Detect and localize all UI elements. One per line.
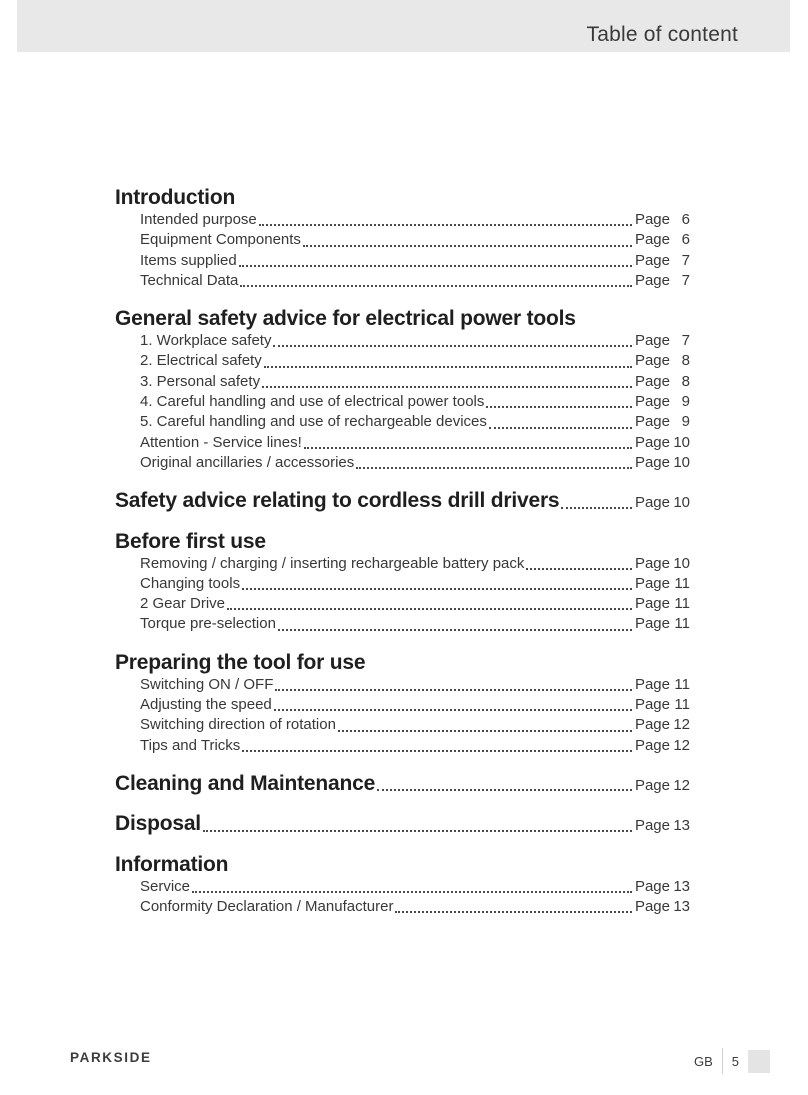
toc-entry-label: Equipment Components bbox=[140, 231, 301, 249]
toc-entry bbox=[115, 614, 690, 634]
page-ref bbox=[635, 877, 690, 897]
section-title: General safety advice for electrical power tools bbox=[115, 307, 576, 331]
page-title: Table of content bbox=[586, 23, 738, 46]
dot-leader bbox=[239, 265, 632, 267]
page-word: Page bbox=[634, 897, 670, 915]
page-ref bbox=[635, 715, 690, 735]
section-title: Preparing the tool for use bbox=[115, 650, 366, 674]
page-ref bbox=[635, 433, 690, 453]
page-ref bbox=[635, 594, 690, 614]
page-number: 11 bbox=[674, 675, 690, 693]
toc-section-2 bbox=[115, 307, 690, 473]
toc-entry-label: 4. Careful handling and use of electrical power tools bbox=[140, 393, 485, 411]
page-number: 10 bbox=[673, 554, 690, 572]
page-word: Page bbox=[634, 271, 670, 289]
page-number: 10 bbox=[673, 433, 690, 451]
page-word: Page bbox=[634, 574, 670, 592]
page-word: Page bbox=[634, 696, 670, 714]
page-word: Page bbox=[634, 554, 670, 572]
section-title: Before first use bbox=[115, 529, 266, 553]
page-number: 11 bbox=[674, 615, 690, 633]
dot-leader bbox=[273, 345, 632, 347]
dot-leader bbox=[203, 830, 632, 832]
page-word: Page bbox=[634, 372, 670, 390]
dot-leader bbox=[561, 507, 632, 509]
page-ref bbox=[635, 392, 690, 412]
footer-corner-square bbox=[748, 1050, 770, 1073]
footer-language-label: GB bbox=[693, 1053, 713, 1069]
header-band bbox=[17, 0, 790, 52]
dot-leader bbox=[262, 386, 632, 388]
toc-entry bbox=[115, 594, 690, 614]
dot-leader bbox=[486, 406, 632, 408]
toc-entry-label: Cleaning and Maintenance bbox=[115, 771, 376, 795]
page-number: 12 bbox=[673, 716, 690, 734]
page-word: Page bbox=[634, 393, 670, 411]
page-ref bbox=[635, 453, 690, 473]
page-number: 6 bbox=[681, 211, 690, 228]
toc-heading-entry bbox=[115, 812, 690, 836]
dot-leader bbox=[526, 568, 632, 570]
page-number: 6 bbox=[681, 231, 690, 249]
page-word: Page bbox=[634, 817, 670, 835]
toc-entry bbox=[115, 695, 690, 715]
toc-entry bbox=[115, 574, 690, 594]
page-number: 11 bbox=[674, 696, 690, 714]
page-ref bbox=[635, 736, 690, 756]
toc-section-3 bbox=[115, 489, 690, 513]
page-word: Page bbox=[634, 251, 670, 269]
toc-entry bbox=[115, 675, 690, 695]
page-number: 10 bbox=[673, 494, 690, 512]
page-word: Page bbox=[634, 433, 670, 451]
toc-entry-label: Conformity Declaration / Manufacturer bbox=[140, 897, 394, 915]
page-number: 8 bbox=[681, 372, 690, 390]
toc-entry bbox=[115, 210, 690, 230]
toc-heading-entry bbox=[115, 772, 690, 796]
page-word: Page bbox=[634, 352, 670, 370]
page-ref bbox=[635, 897, 690, 917]
page-word: Page bbox=[634, 615, 670, 633]
page-number: 7 bbox=[681, 332, 690, 350]
toc-entry bbox=[115, 877, 690, 897]
section-title: Information bbox=[115, 852, 229, 876]
page-word: Page bbox=[634, 736, 670, 754]
page-ref bbox=[635, 412, 690, 432]
page-ref bbox=[635, 493, 690, 513]
toc-entry bbox=[115, 372, 690, 392]
toc-entry-label: Attention - Service lines! bbox=[140, 433, 302, 451]
dot-leader bbox=[304, 447, 632, 449]
toc-entry bbox=[115, 433, 690, 453]
toc-entry bbox=[115, 554, 690, 574]
page-ref bbox=[635, 614, 690, 634]
page-word: Page bbox=[634, 716, 670, 734]
dot-leader bbox=[377, 789, 632, 791]
toc-entry-label: 2. Electrical safety bbox=[140, 352, 262, 370]
page-ref bbox=[635, 351, 690, 371]
page-word: Page bbox=[634, 231, 670, 249]
toc-entry-label: Changing tools bbox=[140, 574, 241, 592]
toc-entry-label: Disposal bbox=[115, 812, 201, 836]
dot-leader bbox=[227, 608, 632, 610]
toc-section-7 bbox=[115, 812, 690, 836]
toc-entry bbox=[115, 251, 690, 271]
page-word: Page bbox=[634, 595, 670, 613]
footer-page-number: 5 bbox=[731, 1053, 739, 1069]
page-number: 7 bbox=[681, 251, 690, 269]
toc-entry bbox=[115, 736, 690, 756]
toc-entry-label: Service bbox=[140, 877, 191, 895]
toc-section-1 bbox=[115, 186, 690, 291]
dot-leader bbox=[356, 467, 632, 469]
toc-entry-label: Technical Data bbox=[140, 271, 239, 289]
page-ref bbox=[635, 675, 690, 695]
page-word: Page bbox=[634, 675, 670, 693]
page-word: Page bbox=[634, 877, 670, 895]
toc-heading-entry bbox=[115, 489, 690, 513]
page-ref bbox=[635, 251, 690, 271]
toc-entry-label: 2 Gear Drive bbox=[140, 595, 226, 613]
dot-leader bbox=[278, 629, 632, 631]
toc-entry-label: Tips and Tricks bbox=[140, 736, 241, 754]
toc-entry-label: Switching direction of rotation bbox=[140, 716, 336, 734]
section-title: Introduction bbox=[115, 186, 236, 209]
dot-leader bbox=[240, 285, 632, 287]
page-ref bbox=[635, 230, 690, 250]
page-ref bbox=[635, 372, 690, 392]
page-word: Page bbox=[634, 776, 670, 794]
dot-leader bbox=[259, 224, 632, 226]
page-number: 10 bbox=[673, 453, 690, 471]
dot-leader bbox=[242, 750, 632, 752]
page-word: Page bbox=[634, 413, 670, 431]
page-number: 9 bbox=[681, 393, 690, 411]
page-number: 11 bbox=[674, 574, 690, 592]
page-ref bbox=[635, 574, 690, 594]
dot-leader bbox=[242, 588, 632, 590]
toc-entry-label: Intended purpose bbox=[140, 211, 257, 228]
dot-leader bbox=[338, 730, 632, 732]
dot-leader bbox=[264, 366, 632, 368]
dot-leader bbox=[303, 245, 632, 247]
toc-entry bbox=[115, 392, 690, 412]
toc-entry bbox=[115, 715, 690, 735]
dot-leader bbox=[275, 689, 632, 691]
toc-entry-label: 1. Workplace safety bbox=[140, 332, 272, 350]
toc-entry-label: Adjusting the speed bbox=[140, 696, 272, 714]
toc-section-8 bbox=[115, 853, 690, 918]
toc-entry-label: 5. Careful handling and use of rechargeable devices bbox=[140, 413, 487, 431]
dot-leader bbox=[395, 911, 632, 913]
toc-entry bbox=[115, 351, 690, 371]
dot-leader bbox=[192, 891, 632, 893]
toc-entry-label: Torque pre-selection bbox=[140, 615, 276, 633]
page-word: Page bbox=[634, 211, 670, 228]
toc-section-5 bbox=[115, 651, 690, 756]
page-number: 9 bbox=[681, 413, 690, 431]
toc-entry-label: 3. Personal safety bbox=[140, 372, 261, 390]
page-number: 7 bbox=[681, 271, 690, 289]
toc-entry-label: Removing / charging / inserting rechargeable battery pack bbox=[140, 554, 525, 572]
footer-right bbox=[694, 1048, 770, 1074]
toc-entry bbox=[115, 331, 690, 351]
page-word: Page bbox=[634, 332, 670, 350]
toc bbox=[115, 186, 690, 917]
toc-entry-label: Switching ON / OFF bbox=[140, 675, 274, 693]
page-ref bbox=[635, 271, 690, 291]
page-number: 8 bbox=[681, 352, 690, 370]
toc-entry-label: Safety advice relating to cordless drill drivers bbox=[115, 489, 560, 513]
toc-entry bbox=[115, 271, 690, 291]
toc-entry bbox=[115, 412, 690, 432]
toc-entry bbox=[115, 230, 690, 250]
page-ref bbox=[635, 554, 690, 574]
toc-entry-label: Original ancillaries / accessories bbox=[140, 453, 355, 471]
toc-section-4 bbox=[115, 530, 690, 635]
toc-section-6 bbox=[115, 772, 690, 796]
dot-leader bbox=[489, 427, 632, 429]
dot-leader bbox=[274, 709, 632, 711]
brand-logo: PARKSIDE bbox=[70, 1050, 152, 1065]
page-word: Page bbox=[634, 453, 670, 471]
page-number: 12 bbox=[673, 776, 690, 794]
page-ref bbox=[635, 816, 690, 836]
toc-entry bbox=[115, 453, 690, 473]
page-number: 13 bbox=[673, 817, 690, 835]
toc-entry-label: Items supplied bbox=[140, 251, 237, 269]
page-ref bbox=[635, 695, 690, 715]
footer-divider bbox=[722, 1048, 723, 1074]
page-number: 12 bbox=[673, 736, 690, 754]
page-ref bbox=[635, 776, 690, 796]
toc-entry bbox=[115, 897, 690, 917]
page-number: 11 bbox=[674, 595, 690, 613]
page-ref bbox=[635, 210, 690, 230]
page-number: 13 bbox=[673, 877, 690, 895]
page-ref bbox=[635, 331, 690, 351]
page-word: Page bbox=[634, 494, 670, 512]
page-number: 13 bbox=[673, 897, 690, 915]
